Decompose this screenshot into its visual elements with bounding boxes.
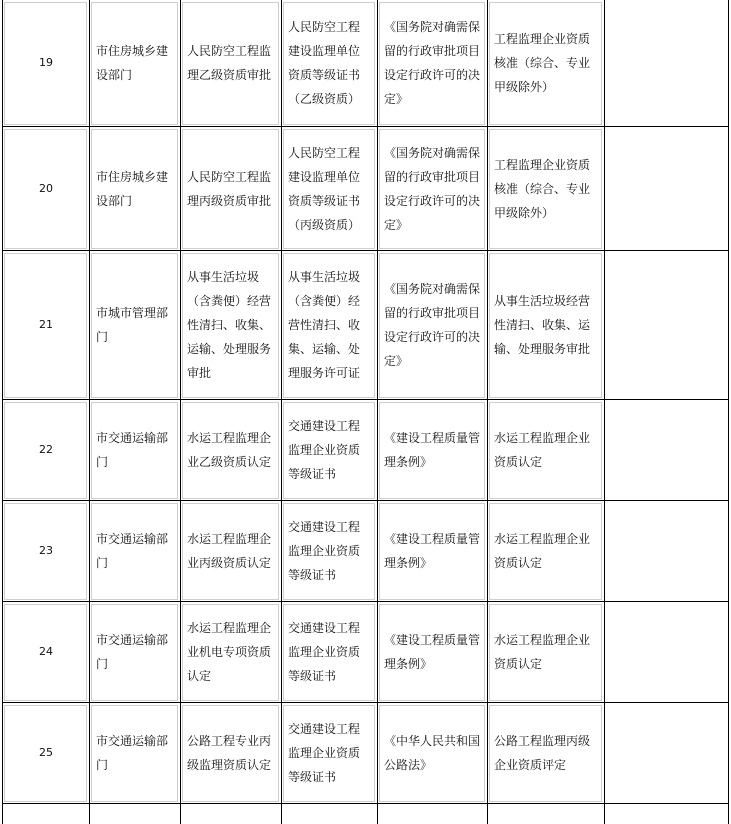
department-cell: 市交通运输部门 (89, 703, 180, 804)
department-cell: 市住房城乡建设部门 (89, 0, 180, 127)
legal-basis-cell: 《国务院对确需保留的行政审批项目设定行政许可的决定》 (377, 127, 487, 251)
remark-cell (604, 0, 729, 127)
legal-basis-cell: 《中华人民共和国公路法》 (377, 703, 487, 804)
approval-item-cell: 人民防空工程监理乙级资质审批 (180, 0, 281, 127)
legal-basis-cell: 《建设工程质量管理条例》 (377, 400, 487, 501)
row-number: 24 (2, 602, 89, 703)
table-cell (2, 804, 89, 824)
remark-cell (604, 251, 729, 400)
table-cell (89, 804, 180, 824)
certificate-cell: 交通建设工程监理企业资质等级证书 (281, 501, 377, 602)
table-row (2, 602, 729, 703)
certificate-cell: 人民防空工程建设监理单位资质等级证书（乙级资质） (281, 0, 377, 127)
department-cell: 市交通运输部门 (89, 501, 180, 602)
table-cell (180, 804, 281, 824)
legal-basis-cell: 《国务院对确需保留的行政审批项目设定行政许可的决定》 (377, 251, 487, 400)
table-cell (487, 804, 604, 824)
certificate-cell: 交通建设工程监理企业资质等级证书 (281, 602, 377, 703)
table-cell (281, 804, 377, 824)
approval-item-cell: 人民防空工程监理丙级资质审批 (180, 127, 281, 251)
row-number: 22 (2, 400, 89, 501)
merged-item-cell: 水运工程监理企业资质认定 (487, 501, 604, 602)
row-number: 25 (2, 703, 89, 804)
department-cell: 市住房城乡建设部门 (89, 127, 180, 251)
merged-item-cell: 公路工程监理丙级企业资质评定 (487, 703, 604, 804)
merged-item-cell: 工程监理企业资质核准（综合、专业甲级除外） (487, 0, 604, 127)
remark-cell (604, 127, 729, 251)
certificate-cell: 交通建设工程监理企业资质等级证书 (281, 400, 377, 501)
row-number: 21 (2, 251, 89, 400)
merged-item-cell: 工程监理企业资质核准（综合、专业甲级除外） (487, 127, 604, 251)
table-cell (377, 804, 487, 824)
table-row-continuation (2, 804, 729, 824)
certificate-cell: 交通建设工程监理企业资质等级证书 (281, 703, 377, 804)
legal-basis-cell: 《建设工程质量管理条例》 (377, 501, 487, 602)
approval-item-cell: 水运工程监理企业乙级资质认定 (180, 400, 281, 501)
approval-items-table (2, 0, 729, 824)
merged-item-cell: 水运工程监理企业资质认定 (487, 400, 604, 501)
table-row (2, 501, 729, 602)
table-row (2, 0, 729, 127)
merged-item-cell: 从事生活垃圾经营性清扫、收集、运输、处理服务审批 (487, 251, 604, 400)
table-row (2, 400, 729, 501)
remark-cell (604, 501, 729, 602)
remark-cell (604, 703, 729, 804)
approval-item-cell: 公路工程专业丙级监理资质认定 (180, 703, 281, 804)
remark-cell (604, 400, 729, 501)
table-cell (604, 804, 729, 824)
department-cell: 市交通运输部门 (89, 602, 180, 703)
certificate-cell: 人民防空工程建设监理单位资质等级证书（丙级资质） (281, 127, 377, 251)
row-number: 20 (2, 127, 89, 251)
department-cell: 市交通运输部门 (89, 400, 180, 501)
row-number: 23 (2, 501, 89, 602)
row-number: 19 (2, 0, 89, 127)
legal-basis-cell: 《建设工程质量管理条例》 (377, 602, 487, 703)
table-row (2, 703, 729, 804)
merged-item-cell: 水运工程监理企业资质认定 (487, 602, 604, 703)
table-row (2, 127, 729, 251)
approval-item-cell: 从事生活垃圾（含粪便）经营性清扫、收集、运输、处理服务审批 (180, 251, 281, 400)
remark-cell (604, 602, 729, 703)
table-row (2, 251, 729, 400)
department-cell: 市城市管理部门 (89, 251, 180, 400)
approval-item-cell: 水运工程监理企业丙级资质认定 (180, 501, 281, 602)
approval-item-cell: 水运工程监理企业机电专项资质认定 (180, 602, 281, 703)
legal-basis-cell: 《国务院对确需保留的行政审批项目设定行政许可的决定》 (377, 0, 487, 127)
certificate-cell: 从事生活垃圾（含粪便）经营性清扫、收集、运输、处理服务许可证 (281, 251, 377, 400)
